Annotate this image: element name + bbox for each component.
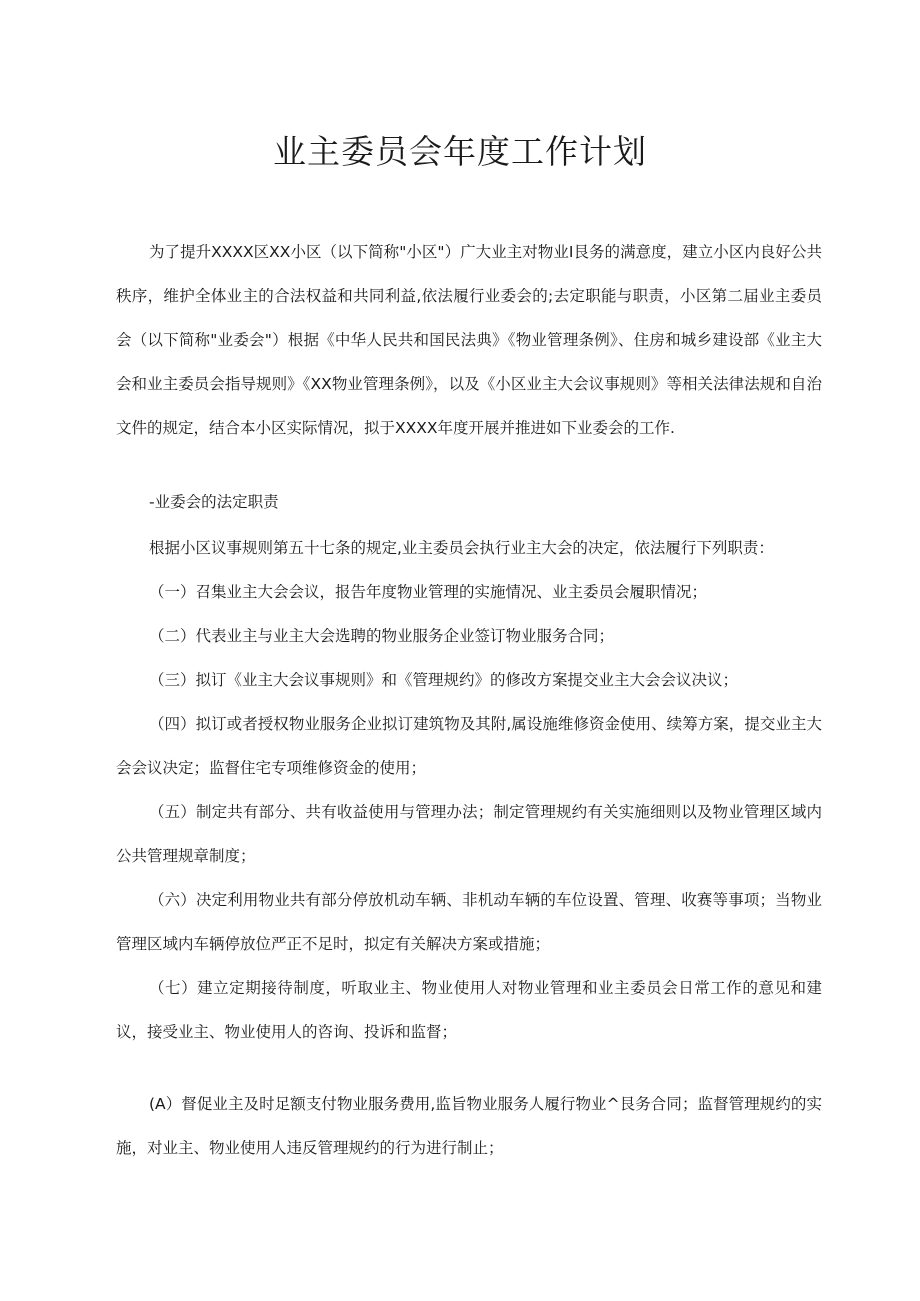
duty-item-7: （七）建立定期接待制度，听取业主、物业使用人对物业管理和业主委员会日常工作的意见和建议，接受业主、物业使用人的咨询、投诉和监督；: [116, 979, 822, 1041]
duty-item-4: （四）拟订或者授权物业服务企业拟订建筑物及其附,属设施维修资金使用、续筹方案，提交业主大会会议决定；监督住宅专项维修资金的使用；: [116, 715, 822, 777]
duty-item-3: （三）拟订《业主大会议事规则》和《管理规约》的修改方案提交业主大会会议决议；: [149, 671, 739, 689]
document-title: 业主委员会年度工作计划: [273, 132, 647, 171]
duty-item-a-block: [116, 1082, 822, 1170]
intro-block: [116, 230, 822, 450]
section-heading: -业委会的法定职责: [149, 493, 279, 511]
duties-list: [116, 526, 822, 1054]
section-lead: 根据小区议事规则第五十七条的规定,业主委员会执行业主大会的决定，依法履行下列职责：: [149, 539, 774, 557]
duty-item-2: （二）代表业主与业主大会选聘的物业服务企业签订物业服务合同；: [149, 627, 615, 645]
intro-paragraph: 为了提升XXXX区XX小区（以下简称"小区"）广大业主对物业I艮务的满意度，建立小区内良好公共秩序，维护全体业主的合法权益和共同利益,依法履行业委会的;去定职能与职责，小区第二届业主委员会（以下简称"业委会"）根据《中华人民共和国民法典》《物业管理条例》、住房和城乡建设部《业主大会和业主委员会指导规则》《XX物业管理条例》，以及《小区业主大会议事规则》等相关法律法规和自治文件的规定，结合本小区实际情况，拟于XXXX年度开展并推进如下业委会的工作.: [116, 243, 822, 437]
duty-item-a: (A）督促业主及时足额支付物业服务费用,监旨物业服务人履行物业^艮务合同；监督管理规约的实施，对业主、物业使用人违反管理规约的行为进行制止；: [116, 1095, 822, 1157]
section-heading-block: [116, 480, 822, 524]
duty-item-5: （五）制定共有部分、共有收益使用与管理办法；制定管理规约有关实施细则以及物业管理区域内公共管理规章制度；: [116, 803, 822, 865]
duty-item-6: （六）决定利用物业共有部分停放机动车辆、非机动车辆的车位设置、管理、收赛等事项；当物业管理区域内车辆停放位严正不足时，拟定有关解决方案或措施；: [116, 891, 822, 953]
duty-item-1: （一）召集业主大会会议，报告年度物业管理的实施情况、业主委员会履职情况；: [149, 583, 708, 601]
